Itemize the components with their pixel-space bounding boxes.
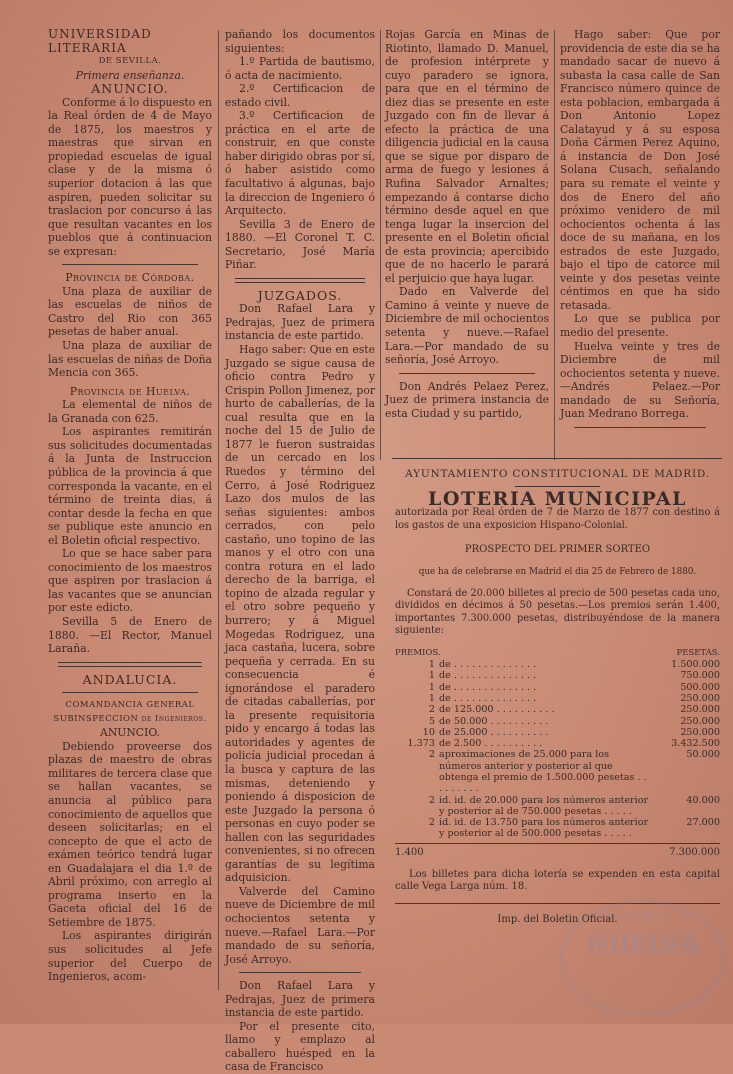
signature: Sevilla 3 de Enero de 1880. —El Coronel T. C. Secretario, José María Piñar. [225,217,375,272]
comandancia-heading: COMANDANCIA GENERAL SUBINSPECCION de Ingenieros. [53,700,207,724]
list-item: 1.º Partida de bautismo, ó acta de nacimiento. [225,55,375,82]
paragraph: Dado en Valverde del Camino á veinte y nueve de Diciembre de mil ochocientos setenta y nueve.—Rafael Lara.—Por mandado de su señoría, José Arroyo. [385,285,549,367]
pesetas-column-label: PESETAS. [676,647,720,658]
library-stamp [560,900,726,1016]
paragraph: Lo que se publica por medio del presente. [560,312,720,340]
premios-column-label: PREMIOS. [395,647,441,658]
prize-row [395,738,720,749]
lottery-title: LOTERIA MUNICIPAL [428,488,687,511]
stamp-main-text: HUELVA [586,930,700,960]
column-rule [554,30,555,460]
prospecto-heading: PROSPECTO DEL PRIMER SORTEO [464,543,651,555]
prize-count: 1 [428,681,435,693]
paragraph: Conforme á lo dispuesto en la Real órden de 4 de Mayo de 1875, los maestros y maestras que sirvan en propiedad escuelas de igual clase y de la misma ó superior dotacion á las que aspiren, pueden solicitar su traslacion por concurso á las que resultan vacantes en los pueblos que á continuacion se expresan: [48,95,213,258]
prize-row [395,704,720,715]
prize-count: 10 [422,726,435,738]
paragraph: Huelva veinte y tres de Diciembre de mil ochocientos setenta y nueve.—Andrés Pelaez.—Por mandado de su Señoría, Juan Medrano Borrega. [560,339,720,421]
prize-row [395,817,720,840]
prize-description: de . . . . . . . . . . . . . . [439,670,537,682]
column-rule [380,30,381,460]
column-rule [218,30,219,990]
divider [515,486,600,487]
prize-amount: 250.000 [680,692,720,704]
prize-count: 1 [428,692,435,704]
column-4 [560,28,720,434]
prize-count: 2 [428,704,435,716]
university-header: UNIVERSIDAD LITERARIA [48,27,152,55]
printer-credit: Imp. del Boletin Oficial. [497,914,618,926]
prize-amount: 27.000 [686,817,720,829]
prize-row [395,795,720,818]
prize-description: de 125.000 . . . . . . . . . . [439,704,555,716]
paragraph: Debiendo proveerse dos plazas de maestro de obras militares de tercera clase que se hallan vacantes, se anuncia al público para conocimiento de aquellos que deseen solicitarlas; en el concepto de que el acto de exámen teórico tendrá lugar en Guadalajara el dia 1.º de Abril próximo, con arreglo al programa inserto en la Gaceta oficial del 16 de Setiembre de 1875. [48,739,212,929]
lottery-subtitle: autorizada por Real órden de 7 de Marzo de 1877 con destino á los gastos de una exposicion Hispano-Colonial. [395,507,720,531]
prize-amount: 3.432.500 [671,738,720,750]
prize-row [395,727,720,738]
double-divider [235,278,365,283]
total-prizes: 1.400 [395,846,424,858]
sorteo-date: que ha de celebrarse en Madrid el dia 25 de Febrero de 1880. [418,567,697,578]
prize-row [395,670,720,681]
paragraph: pañando los documentos siguientes: [225,28,375,55]
prize-description: de . . . . . . . . . . . . . . [439,681,537,693]
divider [62,264,198,265]
paragraph: Los aspirantes remitirán sus solicitudes documentadas á la Junta de Instruccion pública de la provincia á que corresponda la vacante, en el término de treinta dias, á contar desde la fecha en que se publique este anuncio en el Boletin oficial respectivo. [48,425,212,547]
prize-description: de 2.500 . . . . . . . . . . [439,738,543,750]
prize-description: de 25.000 . . . . . . . . . . [439,726,549,738]
paragraph: Los aspirantes dirigirán sus solicitudes al Jefe superior del Cuerpo de Ingenieros, acom- [48,929,212,984]
anuncio-heading: ANUNCIO. [100,726,160,740]
stamp-top-text: Ayuntamiento de [595,910,691,923]
paragraph: Don Rafael Lara y Pedrajas, Juez de primera instancia de este partido. [225,302,375,343]
paragraph: Hago saber: Que en este Juzgado se sigue causa de oficio contra Pedro y Crispin Pollon Jimenez, por hurto de caballerías, de la cual resulta que en la noche del 15 de Julio de 1877 le fueron sustraidas de un cercado en los Ruedos y término del Cerro, á José Rodriguez Lazo dos mulos de las señas siguientes: ambos cerrados, con pelo castaño, uno topino de las manos y el otro con una contra rotura en el lado derecho de la barriga, el topino de alzada regular y el otro sobre pequeño y burrero; y á Miguel Mogedas Rodriguez, una jaca castaña, lucera, sobre pequeña y cerrada. En su consecuencia é ignorándose el paradero de citadas caballerías, por la presente requisitoria pido y encargo á todas las autoridades y agentes de policía judicial procedan á la busca y captura de las mismas, deteniendo y poniendo á disposicion de este Juzgado la persona ó personas en cuyo poder se hallen con las seguridades convenientes, si no ofrecen garantías de su legítima adquisicion. [225,343,375,885]
ayuntamiento-heading: AYUNTAMIENTO CONSTITUCIONAL DE MADRID. [405,468,710,480]
divider [574,427,706,428]
prize-amount: 750.000 [680,670,720,682]
prize-amount: 250.000 [680,726,720,738]
prize-description: de . . . . . . . . . . . . . . [439,692,537,704]
prize-total-row [395,847,720,859]
university-subheader: DE SEVILLA. [98,56,162,67]
lottery-section [395,468,720,937]
prize-count: 1 [428,670,435,682]
paragraph: Rojas García en Minas de Riotinto, llamado D. Manuel, de profesion intérprete y cuyo paradero se ignora, para que en el término de diez dias se presente en este Juzgado con fin de llevar á efecto la práctica de una diligencia judicial en la causa que se sigue por disparo de arma de fuego y lesiones á Rufina Salvador Arnaltes; empezando á contarse dicho término desde aquel en que tenga lugar la insercion del presente en el Boletin oficial de esta provincia; apercibido que de no hacerlo le parará el perjuicio que haya lugar. [385,28,549,285]
prize-amount: 250.000 [680,704,720,716]
prize-count: 1 [428,659,435,671]
prize-amount: 50.000 [686,749,720,761]
signature: Sevilla 5 de Enero de 1880. —El Rector, Manuel Laraña. [48,614,212,656]
section-title: Primera enseñanza. [75,68,185,82]
anuncio-heading: ANUNCIO. [91,81,169,97]
prize-count: 2 [428,817,435,829]
prize-row [395,716,720,727]
prize-amount: 500.000 [680,681,720,693]
paragraph: Lo que se hace saber para conocimiento de los maestros que aspiren por traslacion á las vacantes que se anuncian por este edicto. [48,547,212,615]
billetes-note: Los billetes para dicha lotería se expenden en esta capital calle Vega Larga núm. 18. [395,868,720,893]
prize-description: aproximaciones de 25.000 para los números anterior y posterior al que obtenga el premio de 1.500.000 pesetas . . . . . . . . . [439,749,647,795]
list-item: 2.º Certificacion de estado civil. [225,82,375,109]
prize-table [395,659,720,840]
column-2 [225,28,375,1074]
section-rule [392,458,722,459]
prize-row [395,682,720,693]
divider [239,972,361,973]
juzgados-heading: JUZGADOS. [257,287,343,303]
prize-count: 2 [428,794,435,806]
prize-count: 5 [428,715,435,727]
andalucia-heading: ANDALUCIA. [82,671,178,687]
prize-count: 1.373 [407,738,435,750]
double-divider [58,662,202,667]
lottery-intro: Constará de 20.000 billetes al precio de 500 pesetas cada uno, divididos en décimos á 50 pesetas.—Los premios serán 1.400, importantes 7.300.000 pesetas, distribuyéndose de la manera siguiente: [395,588,720,636]
total-pesetas: 7.300.000 [669,846,720,858]
prize-description: id. id. de 13.750 para los números anterior y posterior al de 500.000 pesetas . . . . . [439,817,649,840]
divider [399,373,535,374]
list-item: 3.º Certificacion de práctica en el arte de construir, en que conste haber dirigido obras por sí, ó haber asistido como facultativo á algunas, bajo la direccion de Ingeniero ó Arquitecto. [225,109,375,218]
paragraph: Valverde del Camino nueve de Diciembre de mil ochocientos setenta y nueve.—Rafael Lara.—Por mandado de su señoría, José Arroyo. [225,884,375,966]
paragraph: Hago saber: Que por providencia de este dia se ha mandado sacar de nuevo á subasta la casa calle de San Francisco número quince de esta poblacion, embargada á Don Antonio Lopez Calatayud y á su esposa Doña Cármen Perez Aquino, á instancia de Don José Solana Cusach, señalando para su remate el veinte y dos de Enero del año próximo venidero de mil ochocientos ochenta á las doce de su mañana, en los estrados de este Juzgado, bajo el tipo de catorce mil veinte y dos pesetas veinte céntimos en que ha sido retasada. [560,28,720,312]
prize-amount: 40.000 [686,794,720,806]
province-heading: Provincia de Huelva. [69,384,191,398]
prize-description: de 50.000 . . . . . . . . . . [439,715,549,727]
paragraph: Don Rafael Lara y Pedrajas, Juez de primera instancia de este partido. [225,979,375,1020]
divider [395,843,720,844]
prize-amount: 1.500.000 [671,659,720,671]
province-heading: Provincia de Córdoba. [65,271,195,285]
paragraph: Una plaza de auxiliar de las escuelas de niñas de Doña Mencia con 365. [48,339,212,380]
divider [62,692,198,693]
prize-count: 2 [428,749,435,761]
prize-row [395,749,720,794]
paragraph: Por el presente cito, llamo y emplazo al caballero huésped en la casa de Francisco [225,1019,375,1074]
prize-description: id. id. de 20.000 para los números anterior y posterior al de 750.000 pesetas . . . . . [439,794,649,817]
prize-table-header [395,647,720,659]
column-3 [385,28,549,420]
prize-amount: 250.000 [680,715,720,727]
prize-row [395,693,720,704]
prize-row [395,659,720,670]
paragraph: Una plaza de auxiliar de las escuelas de niños de Castro del Rio con 365 pesetas de haber anual. [48,284,212,339]
column-1 [48,28,212,984]
prize-description: de . . . . . . . . . . . . . . [439,659,537,671]
paragraph: Don Andrés Pelaez Perez, Juez de primera instancia de esta Ciudad y su partido, [385,379,549,420]
paragraph: La elemental de niños de la Granada con 625. [48,398,212,425]
